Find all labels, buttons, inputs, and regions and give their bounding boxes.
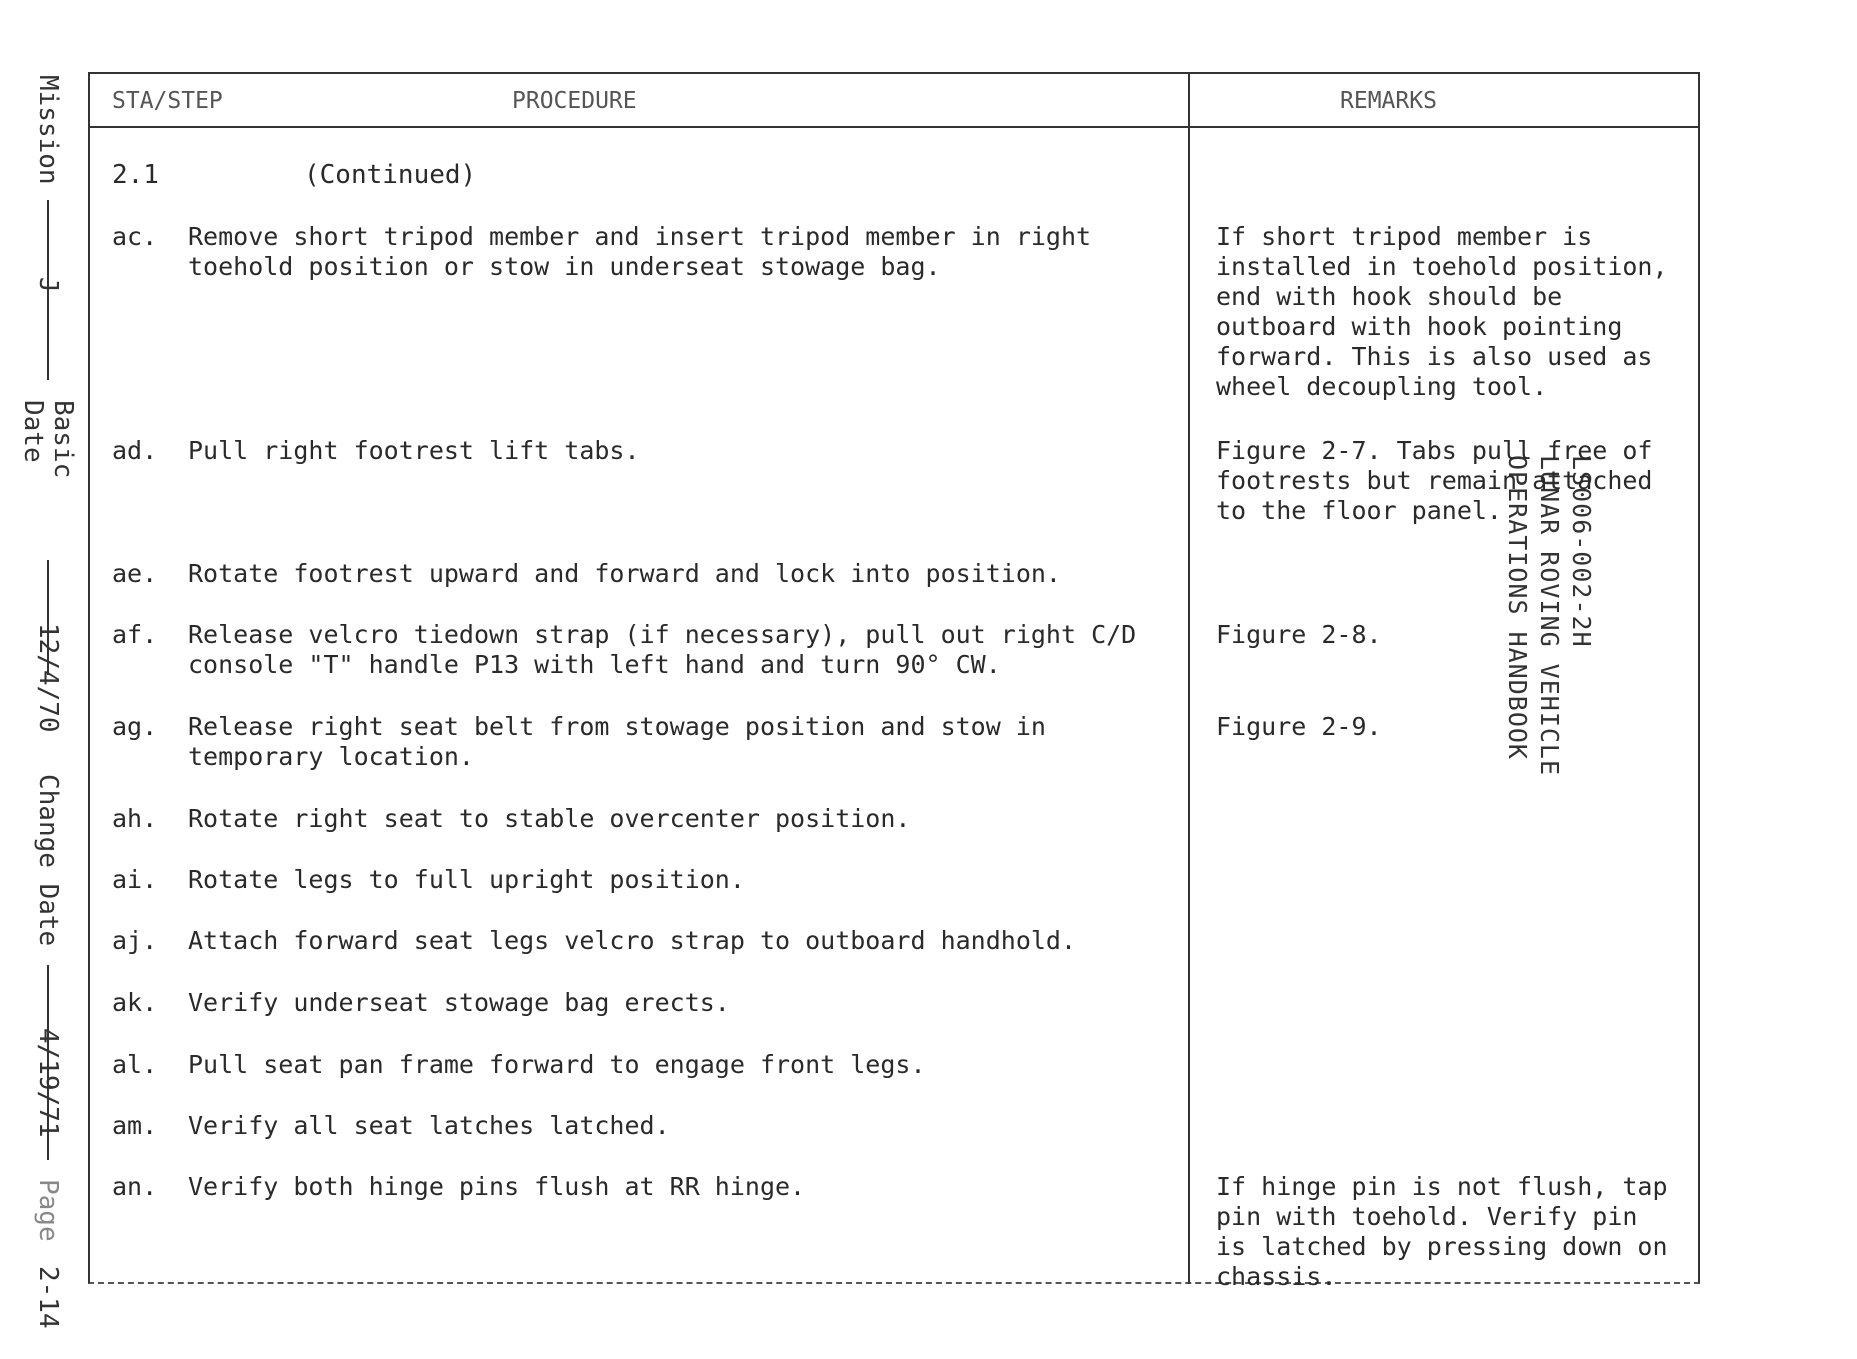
step-id: ad.: [112, 436, 158, 465]
step-id: af.: [112, 620, 158, 649]
remarks-text: If short tripod member is installed in toehold position, end with hook should be outboard with hook pointing forward. This is also used as wheel decoupling tool.: [1216, 222, 1668, 401]
procedure-text: Verify all seat latches latched.: [188, 1111, 670, 1140]
doc-number: LS006-002-2H: [1567, 455, 1596, 648]
header-step: STA/STEP: [112, 88, 223, 114]
page-label: Page: [33, 1178, 63, 1242]
column-divider: [1188, 72, 1190, 1284]
procedure-text: Pull right footrest lift tabs.: [188, 436, 640, 465]
step-id: ag.: [112, 712, 158, 741]
header-remarks: REMARKS: [1340, 88, 1437, 114]
basic-date-value: 12/4/70: [33, 622, 63, 733]
header-rule: [88, 126, 1700, 128]
remarks-text: Figure 2-8.: [1216, 620, 1382, 649]
procedure-text: Pull seat pan frame forward to engage front legs.: [188, 1050, 926, 1079]
procedure-text: Verify underseat stowage bag erects.: [188, 988, 730, 1017]
procedure-text: Verify both hinge pins flush at RR hinge.: [188, 1172, 806, 1201]
remarks-text: Figure 2-9.: [1216, 712, 1382, 741]
section-note: (Continued): [304, 160, 477, 190]
step-id: ak.: [112, 988, 158, 1017]
procedure-text: Remove short tripod member and insert tripod member in right toehold position or stow in underseat stowage bag.: [188, 222, 1092, 281]
procedure-text: Rotate right seat to stable overcenter position.: [188, 804, 911, 833]
mission-label: Mission: [33, 75, 63, 185]
left-margin: [18, 70, 78, 1340]
section-heading: [112, 160, 477, 190]
step-id: ae.: [112, 559, 158, 588]
step-id: aj.: [112, 926, 158, 955]
procedure-text: Rotate footrest upward and forward and lock into position.: [188, 559, 1061, 588]
basic-date-label: Basic Date: [18, 400, 78, 479]
change-date-label: Change Date: [33, 773, 63, 947]
step-id: an.: [112, 1172, 158, 1201]
header-procedure: PROCEDURE: [512, 88, 637, 114]
section-number: 2.1: [112, 160, 159, 190]
step-id: am.: [112, 1111, 158, 1140]
step-id: ai.: [112, 865, 158, 894]
change-date-value: 4/19/71: [33, 1027, 63, 1138]
step-id: ah.: [112, 804, 158, 833]
procedure-text: Release velcro tiedown strap (if necessary), pull out right C/D console "T" handle P13 with left hand and turn 90° CW.: [188, 620, 1137, 679]
page-value: 2-14: [33, 1266, 63, 1329]
step-id: al.: [112, 1050, 158, 1079]
doc-title-line2: OPERATIONS HANDBOOK: [1503, 455, 1532, 760]
doc-title-line1: LUNAR ROVING VEHICLE: [1535, 455, 1564, 777]
procedure-text: Rotate legs to full upright position.: [188, 865, 745, 894]
remarks-text: Figure 2-7. Tabs pull free of footrests but remain attached to the floor panel.: [1216, 436, 1653, 525]
remarks-text: If hinge pin is not flush, tap pin with toehold. Verify pin is latched by pressing down on chassis.: [1216, 1172, 1668, 1291]
procedure-text: Attach forward seat legs velcro strap to outboard handhold.: [188, 926, 1077, 955]
step-id: ac.: [112, 222, 158, 251]
mission-rule: [47, 200, 49, 380]
procedure-text: Release right seat belt from stowage position and stow in temporary location.: [188, 712, 1046, 771]
